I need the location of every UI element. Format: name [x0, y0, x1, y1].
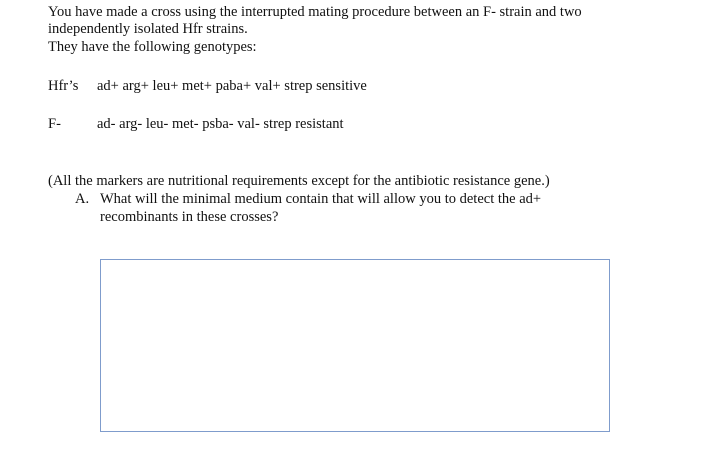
answer-box[interactable] — [100, 259, 610, 432]
question-a-line-1: What will the minimal medium contain that will allow you to detect the ad+ — [100, 191, 542, 207]
markers-note: (All the markers are nutritional requirements except for the antibiotic resistance gene.) — [48, 173, 550, 189]
question-a-marker: A. — [75, 191, 90, 207]
intro-line-3: They have the following genotypes: — [48, 39, 257, 55]
hfr-genotype-label: Hfr’s — [48, 78, 79, 94]
f-minus-genotype-label: F- — [48, 116, 61, 132]
hfr-genotype-value: ad+ arg+ leu+ met+ paba+ val+ strep sensitive — [97, 78, 367, 94]
intro-line-2: independently isolated Hfr strains. — [48, 21, 248, 37]
question-a-line-2: recombinants in these crosses? — [100, 209, 279, 225]
f-minus-genotype-value: ad- arg- leu- met- psba- val- strep resistant — [97, 116, 344, 132]
intro-line-1: You have made a cross using the interrupted mating procedure between an F- strain and two — [48, 4, 582, 20]
